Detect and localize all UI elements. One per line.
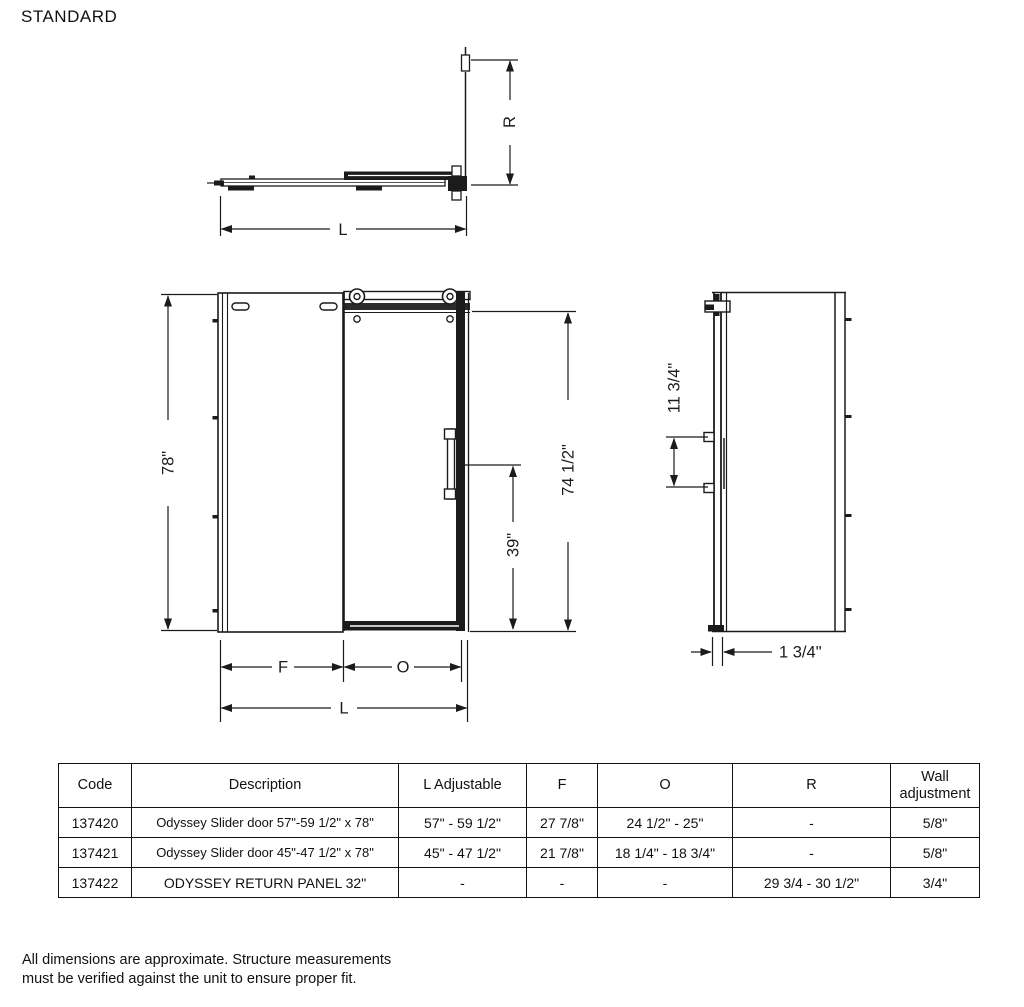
column-header-l-adjustable: L Adjustable: [399, 764, 527, 808]
dim-label-L-plan: L: [338, 221, 348, 239]
dim-label-78: 78": [159, 450, 178, 476]
side-bottom-foot: [708, 625, 724, 632]
plan-foot: [356, 186, 382, 191]
cell-description: Odyssey Slider door 57"-59 1/2" x 78": [132, 808, 399, 838]
footer-note-line2: must be verified against the unit to ensure proper fit.: [22, 971, 357, 987]
cell-r: -: [733, 808, 891, 838]
cell-o: 18 1/4" - 18 3/4": [598, 838, 733, 868]
roller-wheel: [443, 289, 458, 304]
cell-f: 27 7/8": [527, 808, 598, 838]
cell-l-adjustable: 57" - 59 1/2": [399, 808, 527, 838]
footer-note-line1: All dimensions are approximate. Structure measurements: [22, 952, 392, 968]
cell-o: 24 1/2" - 25": [598, 808, 733, 838]
table-row: [59, 808, 980, 838]
cell-r: -: [733, 838, 891, 868]
cell-code: 137420: [59, 808, 132, 838]
cell-code: 137421: [59, 838, 132, 868]
cell-wall-adjustment: 3/4": [891, 868, 980, 898]
front-door-stile: [456, 292, 465, 632]
roller-wheel: [350, 289, 365, 304]
dim-label-39: 39": [504, 532, 523, 558]
plan-view-drawing: [207, 47, 519, 239]
cell-code: 137422: [59, 868, 132, 898]
cell-wall-adjustment: 5/8": [891, 838, 980, 868]
dim-label-L-front: L: [339, 699, 349, 718]
mounting-slot: [232, 303, 249, 310]
dim-label-O: O: [396, 658, 410, 677]
cell-l-adjustable: 45" - 47 1/2": [399, 838, 527, 868]
side-dim-handle-spacing: [666, 437, 708, 487]
footer-note: [22, 951, 391, 989]
column-header-wall-adjustment: Wall adjustment: [891, 764, 980, 808]
cell-description: ODYSSEY RETURN PANEL 32": [132, 868, 399, 898]
cell-f: -: [527, 868, 598, 898]
dim-label-R: R: [501, 116, 519, 128]
plan-corner-connector: [448, 176, 467, 191]
page-title: STANDARD: [21, 7, 118, 26]
cell-wall-adjustment: 5/8": [891, 808, 980, 838]
column-header-description: Description: [132, 764, 399, 808]
cell-r: 29 3/4 - 30 1/2": [733, 868, 891, 898]
front-view-drawing: [160, 289, 578, 722]
cell-f: 21 7/8": [527, 838, 598, 868]
cell-o: -: [598, 868, 733, 898]
column-header-code: Code: [59, 764, 132, 808]
table-header-row: [59, 764, 980, 808]
spec-table: [58, 763, 980, 898]
dim-label-74-half: 74 1/2": [559, 444, 578, 496]
column-header-o: O: [598, 764, 733, 808]
column-header-r: R: [733, 764, 891, 808]
side-view-drawing: [666, 293, 852, 667]
dim-label-1-three-quarters: 1 3/4": [779, 643, 822, 662]
cell-description: Odyssey Slider door 45"-47 1/2" x 78": [132, 838, 399, 868]
side-dim-thickness: [691, 637, 772, 666]
column-header-f: F: [527, 764, 598, 808]
dim-label-F: F: [277, 658, 289, 677]
plan-left-endcap: [214, 181, 224, 186]
door-handle: [445, 429, 456, 499]
table-row: [59, 838, 980, 868]
plan-foot: [228, 186, 254, 191]
table-row: [59, 868, 980, 898]
cell-l-adjustable: -: [399, 868, 527, 898]
dim-label-11-three-quarters: 11 3/4": [665, 362, 684, 414]
front-fixed-panel: [218, 293, 343, 632]
mounting-slot: [320, 303, 337, 310]
